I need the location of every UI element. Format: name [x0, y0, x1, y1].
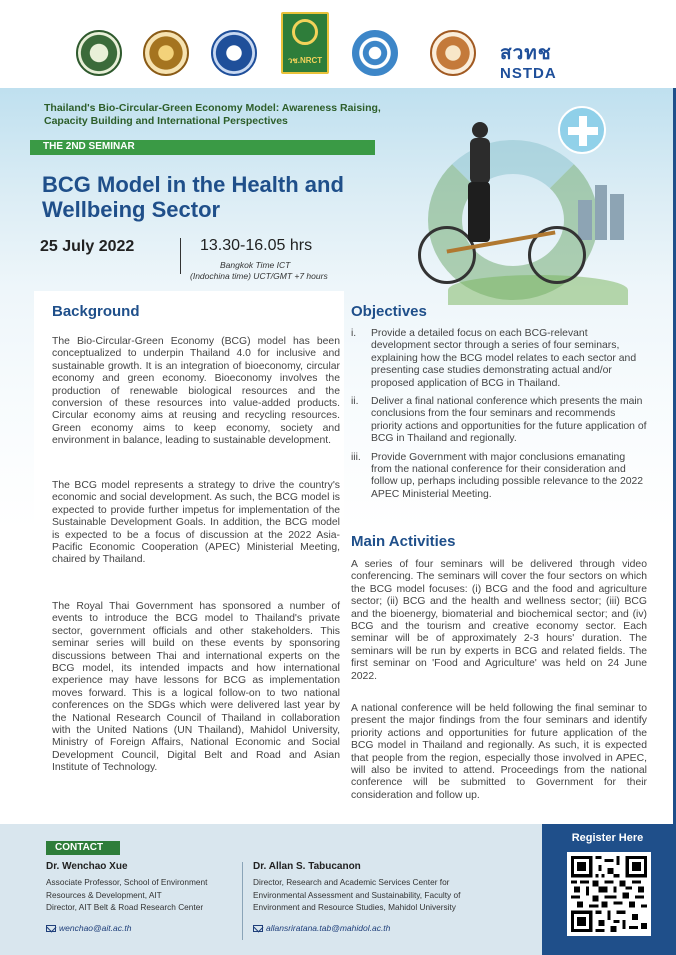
nstda-logo — [500, 38, 610, 82]
timezone-line-2: (Indochina time) UCT/GMT +7 hours — [190, 271, 328, 281]
objective-item — [351, 328, 647, 390]
seminar-label: THE 2ND SEMINAR — [43, 141, 135, 152]
council-emblem-logo — [430, 30, 476, 76]
contact-role-line: Resources & Development, AIT — [46, 889, 162, 900]
mail-icon — [253, 925, 263, 932]
nrct-ring-icon — [292, 19, 318, 45]
nstda-logo-thai: สวทช — [500, 43, 552, 64]
registration-qr-code[interactable] — [567, 852, 651, 936]
objective-item — [351, 452, 647, 502]
nstda-logo-english: NSTDA — [500, 65, 557, 82]
objective-number: i. — [351, 328, 357, 339]
register-panel[interactable] — [542, 824, 673, 955]
contact-email-2[interactable] — [253, 923, 390, 933]
contact-role-line: Environmental Assessment and Sustainability, Faculty of — [253, 889, 461, 900]
contact-role-line: Environment and Resource Studies, Mahidol University — [253, 902, 456, 912]
contact-divider — [242, 862, 243, 940]
page-title: BCG Model in the Health and Wellbeing Sector — [42, 172, 344, 222]
main-activities-paragraph: A series of four seminars will be delivered through video conferencing. The seminars will cover the four sectors on which the BCG model focuses: (i) BCG and the food and agriculture sector; (ii) BCG and the health and wellness sector; (iii) BCG and the bioenergy, biomaterial and biochemical sector; and (iv) BCG and the tourism and creative economy sector. Each seminar will be of approximately 2-3 hours' duration. The seminars will be run by experts in BCG and related fields. The first seminar on 'Food and Agriculture' was held on 24 June 2022. — [351, 559, 647, 682]
mahidol-university-logo — [143, 30, 189, 76]
register-label[interactable]: Register Here — [571, 832, 644, 844]
contact-name-2: Dr. Allan S. Tabucanon — [253, 861, 361, 872]
mail-icon — [46, 925, 56, 932]
timezone-line-1: Bangkok Time ICT — [220, 260, 291, 270]
background-heading: Background — [52, 303, 140, 320]
objective-item — [351, 396, 647, 446]
contact-role-1 — [46, 876, 266, 914]
contact-name-1: Dr. Wenchao Xue — [46, 861, 128, 872]
objectives-heading: Objectives — [351, 303, 427, 320]
ministry-seal-logo — [211, 30, 257, 76]
contact-role-2 — [253, 876, 513, 914]
school-emblem-logo — [76, 30, 122, 76]
contact-email-1[interactable] — [46, 923, 131, 933]
hero-illustration — [408, 100, 668, 310]
city-buildings-icon — [578, 180, 638, 240]
contact-email-text[interactable]: wenchao@ait.ac.th — [59, 923, 132, 933]
background-paragraph: The Royal Thai Government has sponsored a number of events to introduce the BCG model to Thailand's private sector, government officials and other stakeholders. This seminar series will build on these events by sponsoring discussions between Thai and international experts on the BCG model, its intended impacts and how international experience may have lessons for BCG as implementation moves forward. This is a logical follow-on to two national conferences on the SDGs which were delivered last year by the National Research Council of Thailand in collaboration with the United Nations (UN Thailand), Mahidol University, Ministry of Foreign Affairs, National Economic and Social Development Council, Digital Belt and Road and Asian Institute of Technology. — [52, 601, 340, 774]
cyclist-figure — [460, 122, 500, 252]
objective-text: Deliver a final national conference which presents the main conclusions from the four seminars and recommends priority actions and opportunities for the future application of BCG in Thailand and regionally. — [371, 396, 647, 445]
main-activities-heading: Main Activities — [351, 533, 456, 550]
grass-field — [448, 275, 628, 305]
event-time: 13.30-16.05 hrs — [200, 237, 313, 254]
objective-number: ii. — [351, 396, 359, 408]
contact-label-bar — [46, 841, 120, 855]
contact-role-line: Director, Research and Academic Services Center for — [253, 877, 450, 887]
qr-code-icon — [571, 856, 647, 932]
contact-label: CONTACT — [55, 842, 104, 853]
objective-text: Provide a detailed focus on each BCG-relevant development sector through a series of four seminars, explaining how the BCG model relates to each sector and presenting case studies demonstrating actual and/or proposed application of BCG in Thailand. — [371, 328, 637, 389]
logo-strip — [0, 0, 676, 88]
series-subtitle: Thailand's Bio-Circular-Green Economy Model: Awareness Raising, Capacity Building and International Perspectives — [44, 102, 381, 127]
nrct-logo — [281, 12, 329, 74]
nrct-logo-text: วช.NRCT — [287, 56, 323, 65]
medical-cross-icon — [558, 106, 606, 154]
seminar-label-bar — [30, 140, 375, 155]
objective-text: Provide Government with major conclusions emanating from the national conference for their consideration and follow up, perhaps including possible relevance to the 2022 APEC Ministerial Meeting. — [371, 451, 644, 500]
contact-email-text[interactable]: allansriratana.tab@mahidol.ac.th — [266, 923, 391, 933]
event-date: 25 July 2022 — [40, 238, 135, 255]
objectives-list — [351, 328, 647, 507]
background-paragraph: The BCG model represents a strategy to drive the country's economic and social development. As such, the BCG model is expected to provide further impetus for implementation of the Sustainable Development Goals. In addition, the BCG model is expected to be a focus of discussion at the 2022 Asia-Pacific Economic Cooperation (APEC) Ministerial Meeting, chaired by Thailand. — [52, 480, 340, 566]
main-activities-paragraph: A national conference will be held following the final seminar to present the major findings from the four seminars and identify priority actions and opportunities for future application of the BCG model in Thailand and regionally. As such, it is expected that people from the region, especially those involved in APEC, will also be invited to attend. Proceedings from the national conference will be submitted to Government for their consideration and follow up. — [351, 703, 647, 801]
objective-number: iii. — [351, 451, 361, 463]
background-paragraph: The Bio-Circular-Green Economy (BCG) model has been conceptualized to underpin Thailand 4.0 for inclusive and sustainable growth. It is an integration of bioeconomy, circular economy and green economy. Bioeconomy involves the production of renewable biological resources and the conversion of these resources into value-added products. Circular economy aims at reusing and recycling resources. Green economy aims to keep economy, society and environment in balance, leading to sustainable development. — [52, 336, 340, 447]
contact-role-line: Director, AIT Belt & Road Research Center — [46, 902, 204, 912]
date-divider — [180, 238, 181, 274]
united-nations-logo — [352, 30, 398, 76]
contact-role-line: Associate Professor, School of Environment — [46, 877, 208, 887]
